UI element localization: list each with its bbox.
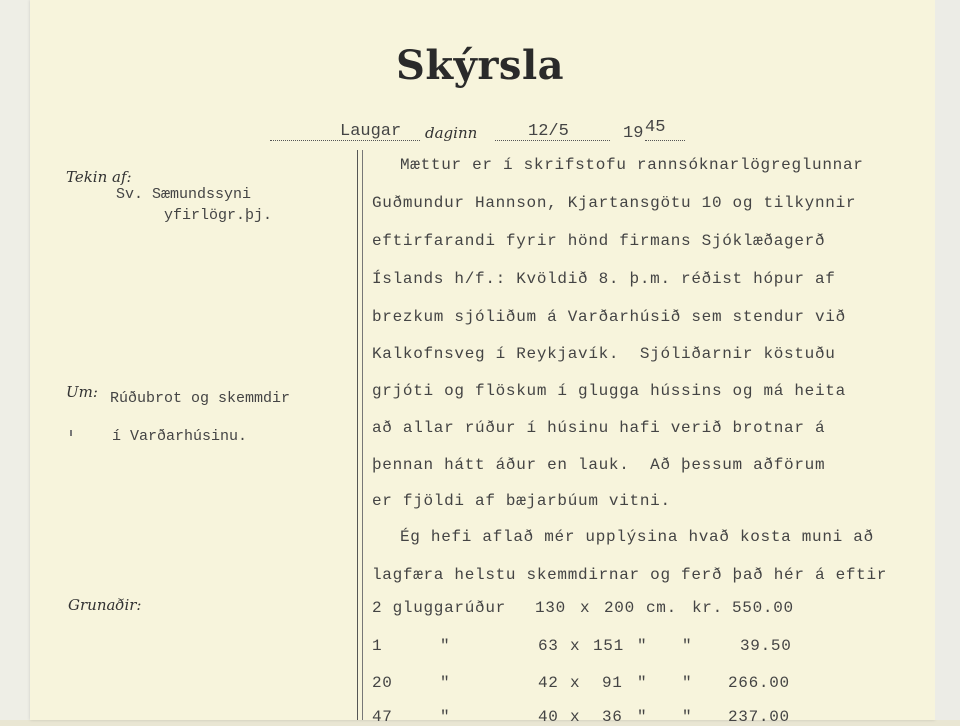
report-line-8: að allar rúður í húsinu hafi verið brotnar á [372, 419, 826, 437]
report-line-11: Ég hefi aflað mér upplýsina hvað kosta muni að [400, 528, 874, 546]
table-row-4-qty: 47 [372, 708, 393, 726]
date-line [270, 118, 690, 148]
table-row-2-qty: 1 [372, 637, 383, 655]
tekin-af-line-1: Sv. Sæmundssyni [116, 186, 252, 203]
table-row-2-ditto: " [440, 637, 451, 655]
report-line-10: er fjöldi af bæjarbúum vitni. [372, 492, 671, 510]
table-row-4-x: x [570, 708, 581, 726]
table-row-3-unit: " [637, 674, 648, 692]
table-row-2-x: x [570, 637, 581, 655]
table-row-1-unit: cm. [646, 599, 677, 617]
table-row-4-unit: " [637, 708, 648, 726]
page-edge-right [935, 0, 960, 720]
table-row-3-currency: " [682, 674, 693, 692]
table-row-3-ditto: " [440, 674, 451, 692]
column-divider [357, 150, 358, 720]
table-row-4-width: 40 [538, 708, 559, 726]
daginn-label: daginn [425, 124, 478, 142]
um-line-2: í Varðarhúsinu. [112, 428, 248, 445]
column-divider-inner [362, 150, 363, 720]
page-edge-left [0, 0, 30, 720]
document-title: Skýrsla [396, 42, 565, 89]
table-row-3-x: x [570, 674, 581, 692]
table-row-3-width: 42 [538, 674, 559, 692]
date-year-prefix: 19 [623, 124, 644, 143]
table-row-2-amount: 39.50 [740, 637, 792, 655]
table-row-1-width: 130 [535, 599, 566, 617]
table-row-4-ditto: " [440, 708, 451, 726]
table-row-1-height: 200 [604, 599, 635, 617]
report-line-5: brezkum sjóliðum á Varðarhúsið sem stendur við [372, 308, 846, 326]
um-label: Um: [66, 383, 98, 401]
margin-mark [70, 430, 72, 436]
report-line-2: Guðmundur Hannson, Kjartansgötu 10 og tilkynnir [372, 194, 857, 212]
date-year-suffix: 45 [645, 118, 666, 137]
report-line-7: grjóti og flöskum í glugga hússins og má heita [372, 382, 846, 400]
table-row-2-unit: " [637, 637, 648, 655]
table-row-1-amount: 550.00 [732, 599, 794, 617]
report-line-3: eftirfarandi fyrir hönd firmans Sjóklæðagerð [372, 232, 826, 250]
report-line-6: Kalkofnsveg í Reykjavík. Sjóliðarnir köstuðu [372, 345, 836, 363]
report-line-12: lagfæra helstu skemmdirnar og ferð það hér á eftir [372, 566, 888, 584]
table-row-2-width: 63 [538, 637, 559, 655]
table-row-3-qty: 20 [372, 674, 393, 692]
table-row-2-height: 151 [593, 637, 624, 655]
date-year-dots [645, 140, 685, 141]
table-row-1-currency: kr. [692, 599, 723, 617]
um-line-1: Rúðubrot og skemmdir [110, 390, 291, 407]
table-row-4-currency: " [682, 708, 693, 726]
date-day-month: 12/5 [528, 122, 569, 141]
table-row-3-amount: 266.00 [728, 674, 790, 692]
table-row-4-height: 36 [602, 708, 623, 726]
report-line-1: Mættur er í skrifstofu rannsóknarlögreglunnar [400, 156, 864, 174]
table-row-4-amount: 237.00 [728, 708, 790, 726]
table-row-2-currency: " [682, 637, 693, 655]
report-line-9: þennan hátt áður en lauk. Að þessum aðförum [372, 456, 826, 474]
table-row-3-height: 91 [602, 674, 623, 692]
tekin-af-line-2: yfirlögr.þj. [164, 207, 273, 224]
tekin-af-label: Tekin af: [66, 168, 132, 186]
grunadir-label: Grunaðir: [68, 596, 142, 614]
report-line-4: Íslands h/f.: Kvöldið 8. þ.m. réðist hópur af [372, 270, 836, 288]
table-row-1-qty: 2 gluggarúður [372, 599, 506, 617]
date-place: Laugar [340, 122, 402, 141]
table-row-1-x: x [580, 599, 591, 617]
